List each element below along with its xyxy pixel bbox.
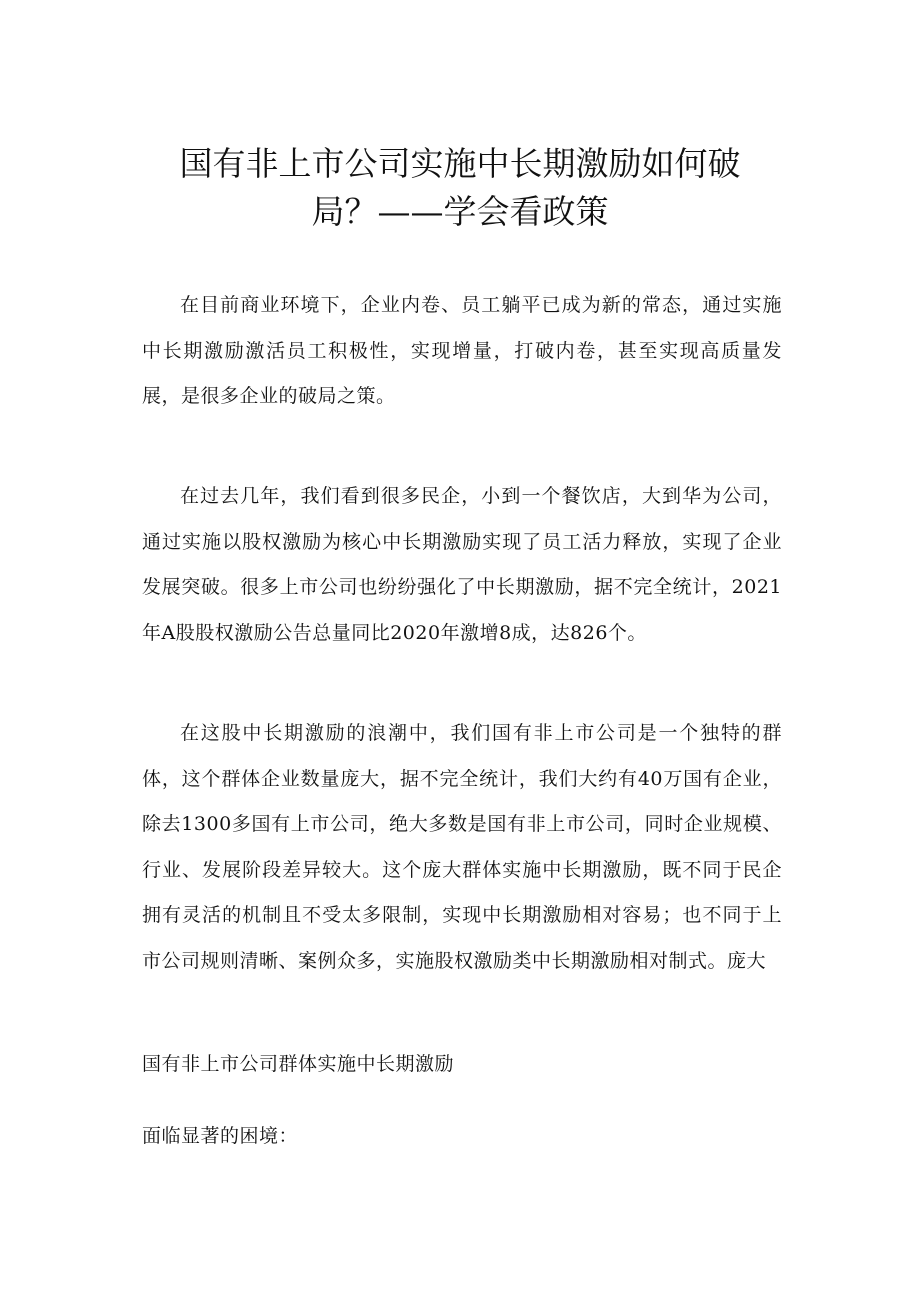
document-title (100, 140, 820, 236)
paragraph-challenges-lead: 面临显著的困境： (142, 1125, 299, 1147)
paragraph-state-owned: 在这股中长期激励的浪潮中，我们国有非上市公司是一个独特的群体，这个群体企业数量庞大，据不完全统计，我们大约有40万国有企业，除去1300多国有上市公司，绝大多数是国有非上市公司，同时企业规模、行业、发展阶段差异较大。这个庞大群体实施中长期激励，既不同于民企拥有灵活的机制且不受太多限制，实现中长期激励相对容易；也不同于上市公司规则清晰、案例众多，实施股权激励类中长期激励相对制式。庞大 (142, 722, 782, 972)
paragraph-intro: 在目前商业环境下，企业内卷、员工躺平已成为新的常态，通过实施中长期激励激活员工积极性，实现增量，打破内卷，甚至实现高质量发展，是很多企业的破局之策。 (142, 294, 782, 407)
document-title-line-1: 国有非上市公司实施中长期激励如何破 (179, 144, 741, 183)
document-title-line-2: 局？——学会看政策 (311, 192, 609, 231)
paragraph-continuation: 国有非上市公司群体实施中长期激励 (142, 1053, 455, 1075)
paragraph-background: 在过去几年，我们看到很多民企，小到一个餐饮店，大到华为公司，通过实施以股权激励为核心中长期激励实现了员工活力释放，实现了企业发展突破。很多上市公司也纷纷强化了中长期激励，据不完全统计，2021年A股股权激励公告总量同比2020年激增8成，达826个。 (142, 485, 782, 644)
